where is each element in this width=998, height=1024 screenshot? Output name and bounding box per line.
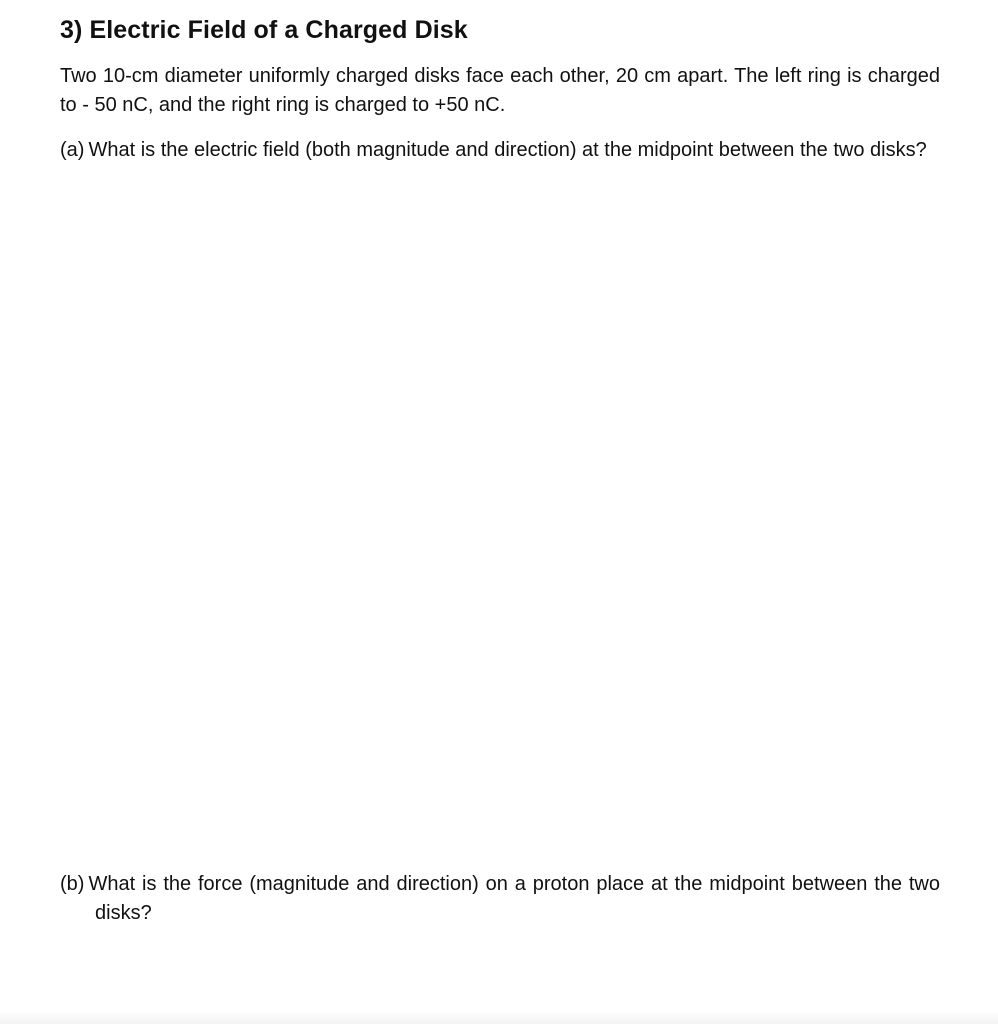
question-b [60, 870, 940, 928]
problem-title: 3) Electric Field of a Charged Disk [60, 16, 468, 44]
problem-statement: Two 10-cm diameter uniformly charged disks face each other, 20 cm apart. The left ring is charged to - 50 nC, and the right ring is charged to +50 nC. [60, 65, 940, 116]
question-b-label: (b) [60, 873, 85, 895]
question-a [60, 136, 940, 165]
question-a-text: What is the electric field (both magnitude and direction) at the midpoint between the two disks? [88, 139, 927, 161]
page-bottom-edge [0, 1010, 998, 1024]
question-a-label: (a) [60, 139, 85, 161]
question-b-text: What is the force (magnitude and direction) on a proton place at the midpoint between the two disks? [88, 873, 940, 924]
